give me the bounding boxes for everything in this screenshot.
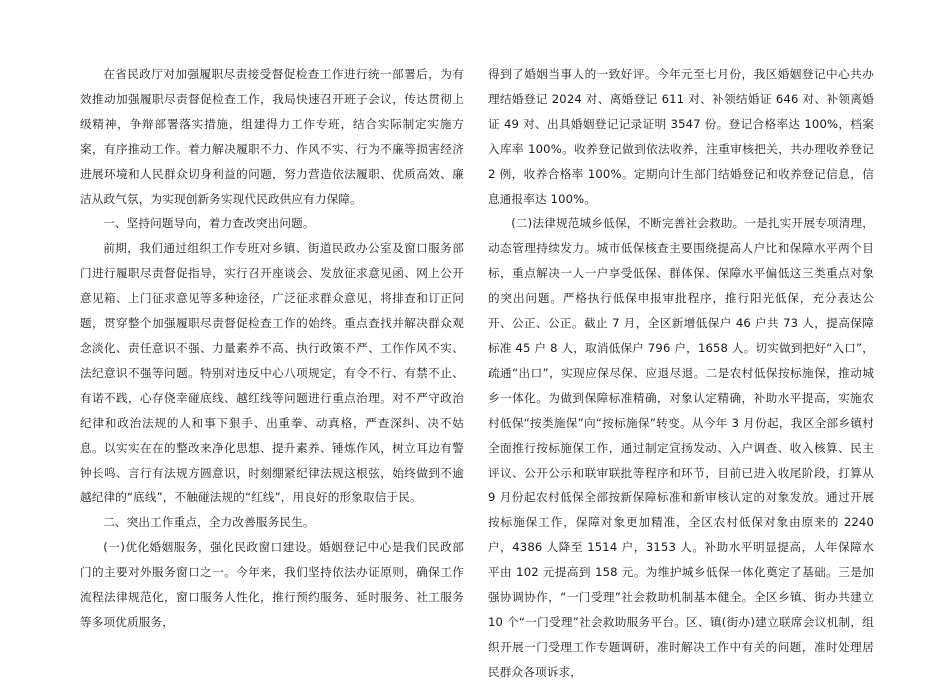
section-heading-2: 二、突出工作重点，全力改善服务民生。 [103,515,315,530]
subsection-1-continuation: 得到了婚姻当事人的一致好评。今年元至七月份，我区婚姻登记中心共办理结婚登记 2024 对、离婚登记 611 对、补领结婚证 646 对、补领离婚证 49 对、出具婚姻登记记录证明 3547 份。登记合格率达 100%，档案入库率 100%。收养登记做到依法收养，注重审核把关，共办理收养登记 2 例，收养合格率 100%。定期向计生部门结婚登记和收养登记信息，信息通报率达 100%。 [488,67,874,206]
right-column [488,62,874,685]
section-1-body: 前期，我们通过组织工作专班对乡镇、街道民政办公室及窗口服务部门进行履职尽责督促指导，实行召开座谈会、发放征求意见函、网上公开意见箱、上门征求意见等多种途径，广泛征求群众意见，将排查和订正问题，贯穿整个加强履职尽责督促检查工作的始终。重点查找并解决群众观念淡化、责任意识不强、力量素养不高、执行政策不严、工作作风不实、法纪意识不强等问题。特别对违反中心八项规定，有令不行、有禁不止、有诺不践，心存侥幸碰底线、越红线等问题进行重点治理。对不严守政治纪律和政治法规的人和事下狠手、出重拳、动真格，严查深纠、决不姑息。以实实在在的整改来净化思想、提升素养、锤炼作风，树立耳边有警钟长鸣、言行有法规方圆意识，时刻绷紧纪律法规这根弦，始终做到不逾越纪律的“底线”，不触碰法规的“红线”，用良好的形象取信于民。 [80,241,464,505]
intro-paragraph: 在省民政厅对加强履职尽责接受督促检查工作进行统一部署后，为有效推动加强履职尽责督促检查工作，我局快速召开班子会议，传达贯彻上级精神，争辩部署落实措施，组建得力工作专班，结合实际制定实施方案，有序推动工作。着力解决履职不力、作风不实、行为不廉等损害经济进展环境和人民群众切身利益的问题，努力营造依法履职、优质高效、廉洁从政气氛，为实现创新务实现代民政供应有力保障。 [80,67,464,206]
subsection-2-paragraph: (二)法律规范城乡低保，不断完善社会救助。一是扎实开展专项清理，动态管理持续发力。城市低保核查主要围绕提高人户比和保障水平两个目标，重点解决一人一户享受低保、群体保、保障水平偏低这三类重点对象的突出问题。严格执行低保申报审批程序，推行阳光低保，充分表达公开、公正、公正。截止 7 月，全区新增低保户 46 户共 73 人，提高保障标准 45 户 8 人，取消低保户 796 户，1658 人。切实做到把好“入口”，疏通“出口”，实现应保尽保、应退尽退。二是农村低保按标施保，推动城乡一体化。为做到保障标准精确，对象认定精确，补助水平提高，实施农村低保“按类施保”向“按标施保”转变。从今年 3 月份起，我区全部乡镇村全面推行按标施保工作，通过制定宣扬发动、入户调查、收入核算、民主评议、公开公示和联审联批等程序和环节，目前已进入收尾阶段，打算从 9 月份起农村低保全部按新保障标准和新审核认定的对象发放。通过开展按标施保工作，保障对象更加精准，全区农村低保对象由原来的 2240 户，4386 人降至 1514 户，3153 人。补助水平明显提高，人年保障水平由 102 元提高到 158 元。为维护城乡低保一体化奠定了基础。三是加强协调协作，“一门受理”社会救助机制基本健全。全区乡镇、街办共建立 10 个“一门受理”社会救助服务平台。区、镇(街办)建立联席会议机制，组织开展一门受理工作专题调研，准时解决工作中有关的问题，准时处理居民群众各项诉求， [488,216,874,679]
subsection-1-paragraph: (一)优化婚姻服务，强化民政窗口建设。婚姻登记中心是我们民政部门的主要对外服务窗口之一。今年来，我们坚持依法办证原则，确保工作流程法律规范化，窗口服务人性化，推行预约服务、延时服务、社工服务等多项优质服务， [80,540,464,629]
section-heading-1: 一、坚持问题导向，着力查改突出问题。 [103,216,315,231]
left-column [80,62,464,635]
